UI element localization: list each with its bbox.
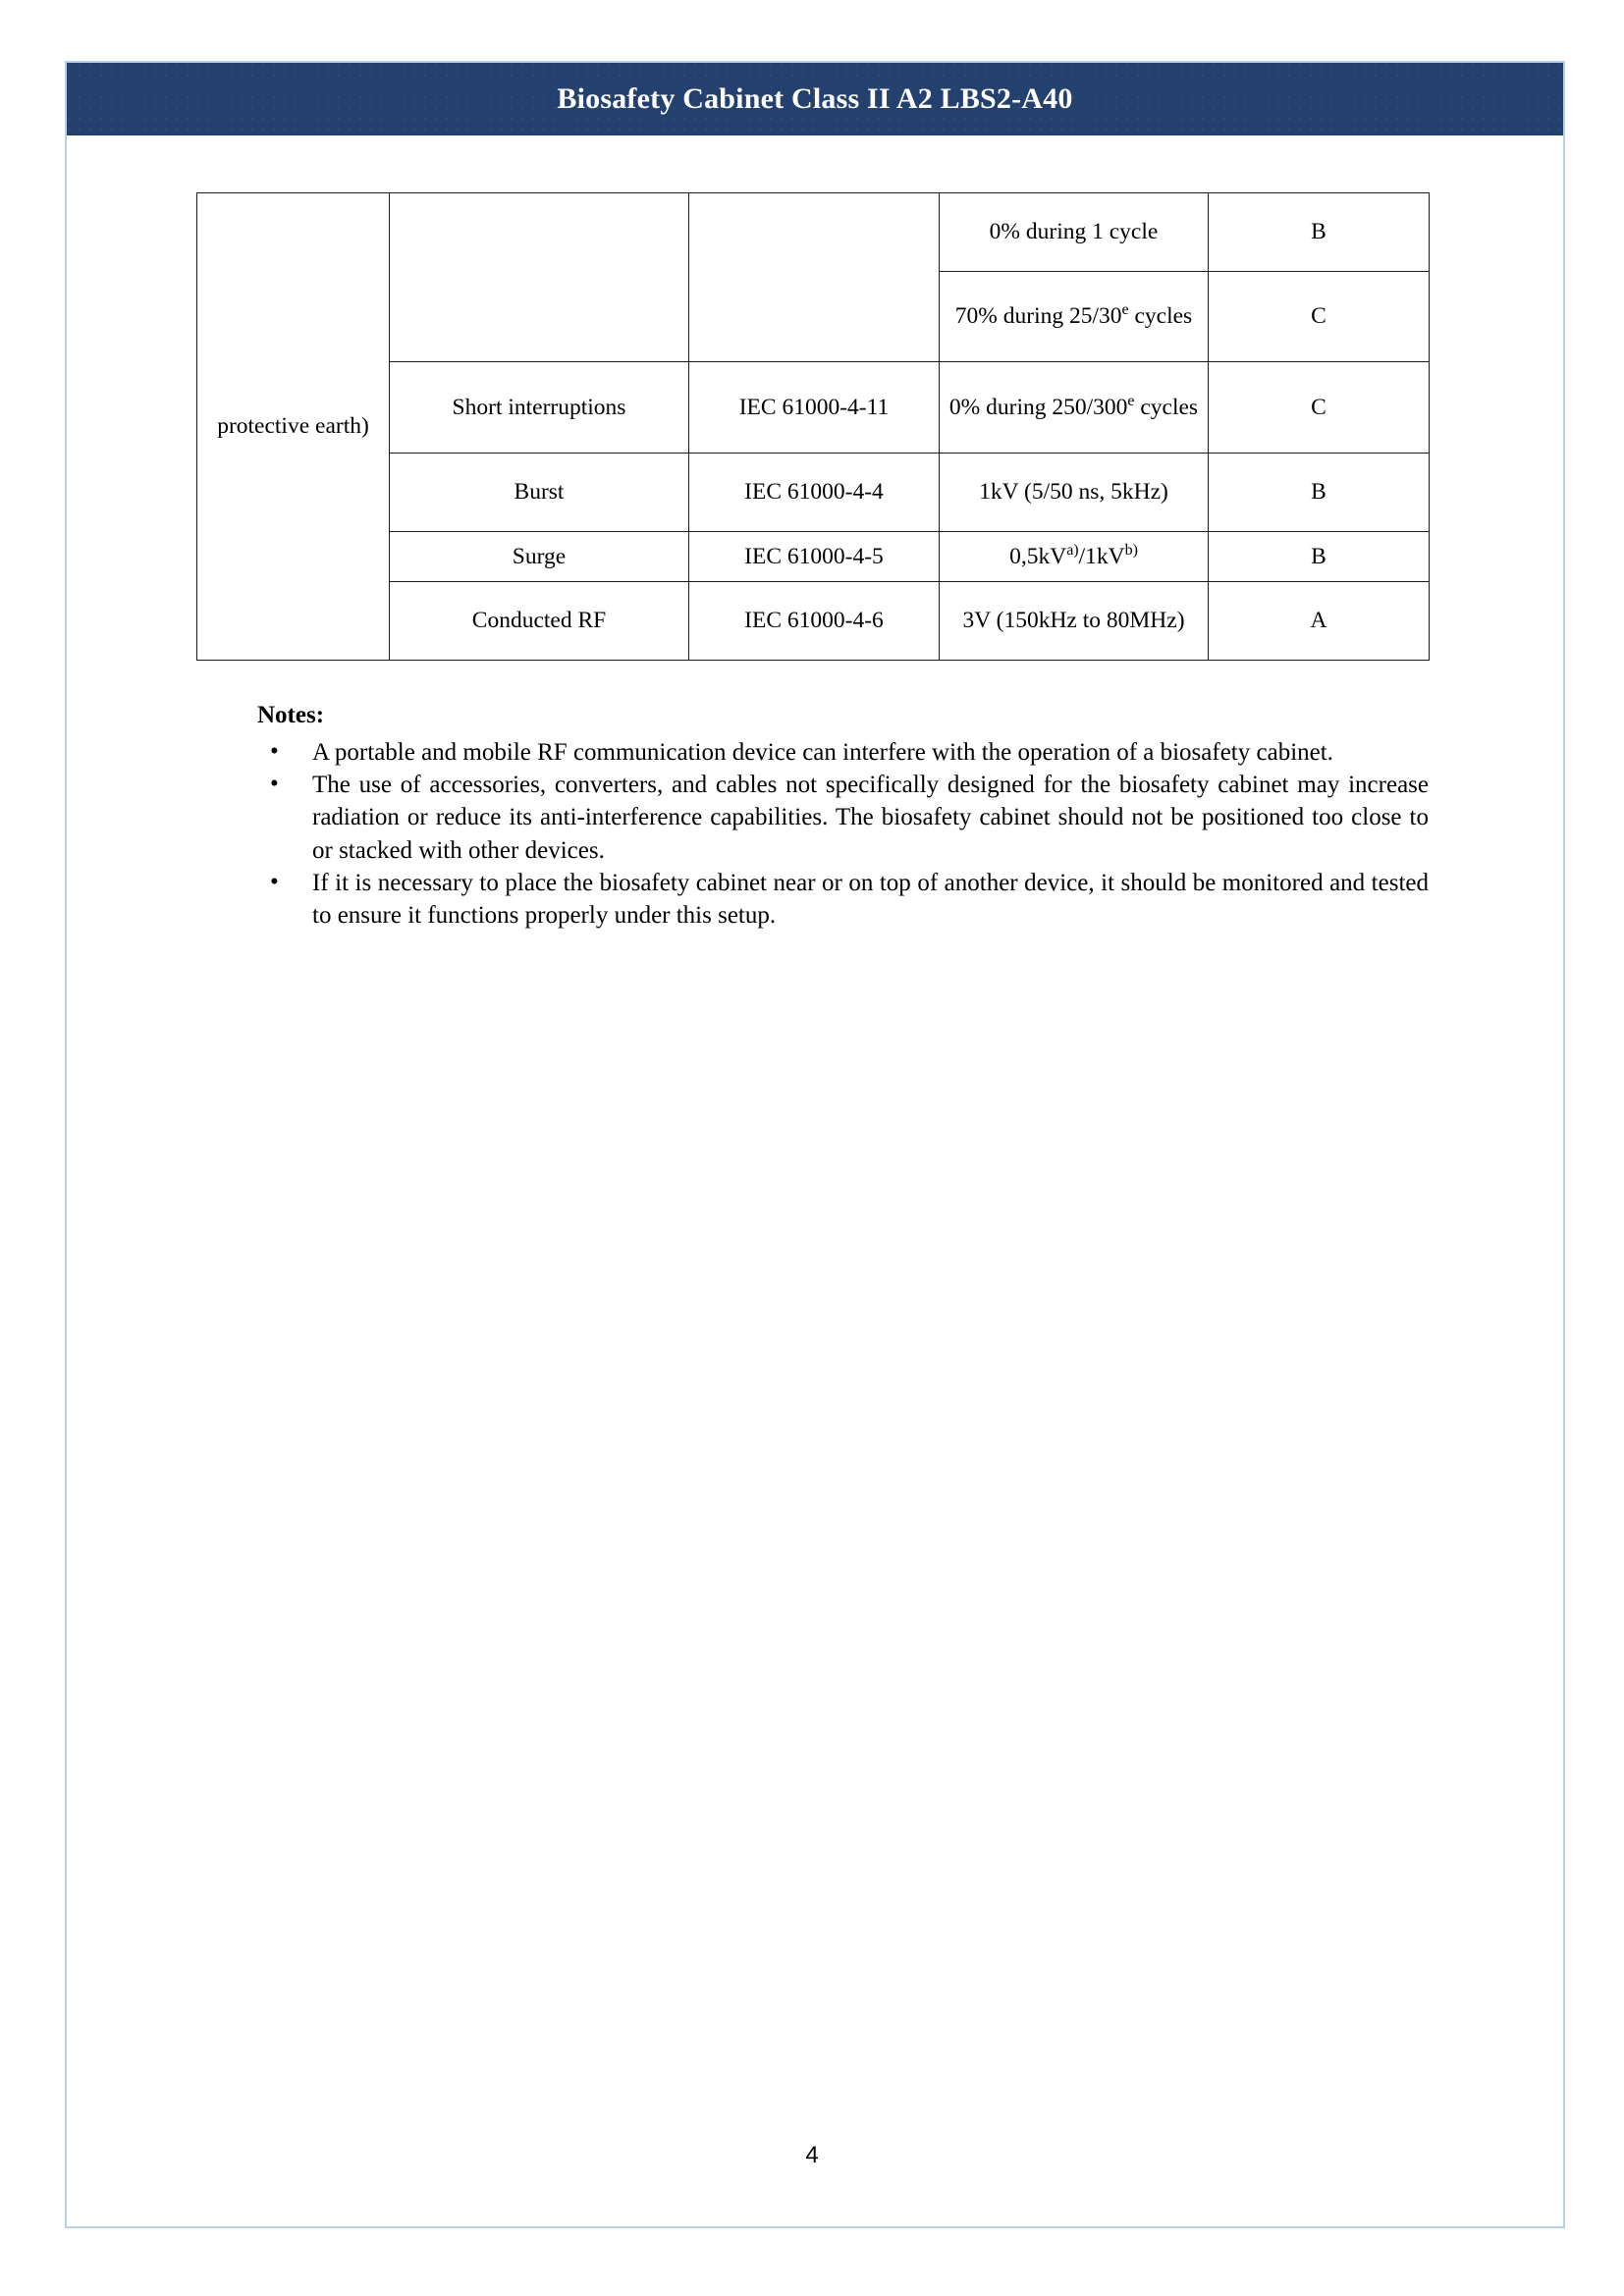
bullet-icon: • (270, 737, 279, 765)
level-text: 0% during 1 cycle (989, 219, 1159, 245)
cell-test-level (940, 454, 1209, 532)
list-item-text: If it is necessary to place the biosafety cabinet near or on top of another device, it should be monitored and tested to ensure it functions properly under this setup. (312, 869, 1429, 929)
cell-test-name: Surge (390, 532, 689, 582)
cell-test-level (940, 362, 1209, 454)
cell-standard: IEC 61000-4-6 (689, 582, 940, 661)
cell-phenomenon: protective earth) (197, 193, 390, 661)
cell-standard: IEC 61000-4-5 (689, 532, 940, 582)
page-title: Biosafety Cabinet Class II A2 LBS2-A40 (557, 82, 1073, 115)
cell-standard: IEC 61000-4-11 (689, 362, 940, 454)
level-text-suffix: cycles (1134, 394, 1199, 420)
level-text: 70% during 25/30 (954, 303, 1122, 330)
notes-list (257, 736, 1429, 933)
cell-criteria: A (1209, 582, 1430, 661)
level-text: 0% during 250/300 (948, 394, 1128, 420)
level-text: 3V (150kHz to 80MHz) (962, 608, 1185, 634)
table-row (197, 193, 1430, 272)
level-text: 1kV (5/50 ns, 5kHz) (979, 479, 1168, 506)
notes-section (257, 699, 1429, 932)
level-superscript: e (1121, 301, 1129, 319)
cell-test-name (390, 193, 689, 362)
cell-test-name: Conducted RF (390, 582, 689, 661)
cell-criteria: B (1209, 193, 1430, 272)
notes-heading: Notes: (257, 702, 325, 728)
level-text-suffix: cycles (1128, 303, 1193, 330)
level-superscript-b: b) (1124, 542, 1138, 560)
list-item-text: A portable and mobile RF communication device can interfere with the operation of a biosafety cabinet. (312, 738, 1333, 766)
document-header-band (67, 63, 1563, 135)
cell-test-level (940, 532, 1209, 582)
list-item (257, 867, 1429, 933)
level-text-mid: /1kV (1078, 543, 1125, 569)
list-item-text: The use of accessories, converters, and cables not specifically designed for the biosafety cabinet may increase radiation or reduce its anti-interference capabilities. The biosafety cabinet should not be positioned too close to or stacked with other devices. (312, 772, 1429, 864)
list-item (257, 736, 1429, 769)
cell-test-name: Short interruptions (390, 362, 689, 454)
cell-criteria: B (1209, 454, 1430, 532)
cell-test-level (940, 582, 1209, 661)
cell-standard (689, 193, 940, 362)
page-number: 4 (805, 2142, 819, 2168)
level-text: 0,5kV (1009, 543, 1067, 569)
cell-test-name: Burst (390, 454, 689, 532)
cell-criteria: C (1209, 362, 1430, 454)
bullet-icon: • (270, 868, 279, 895)
bullet-icon: • (270, 771, 279, 797)
level-superscript-a: a) (1066, 542, 1079, 560)
cell-criteria: C (1209, 272, 1430, 362)
cell-test-level (940, 272, 1209, 362)
cell-test-level (940, 193, 1209, 272)
emc-immunity-table (196, 192, 1430, 661)
level-superscript: e (1127, 393, 1135, 410)
cell-criteria: B (1209, 532, 1430, 582)
cell-standard: IEC 61000-4-4 (689, 454, 940, 532)
list-item (257, 769, 1429, 867)
